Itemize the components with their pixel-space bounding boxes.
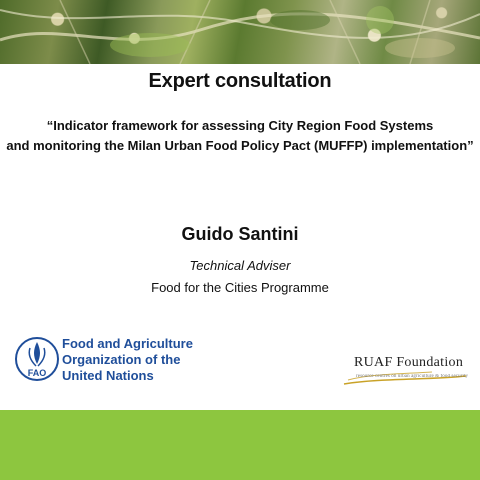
- presenter-role: Technical Adviser: [189, 258, 291, 273]
- slide-subtitle: [0, 116, 480, 156]
- footer-green-bar: [0, 410, 480, 480]
- presenter-programme: Food for the Cities Programme: [151, 280, 329, 295]
- fao-name-line-1: Food and Agriculture: [62, 336, 193, 351]
- slide-title: Expert consultation: [148, 70, 332, 92]
- fao-emblem-icon: [14, 334, 60, 384]
- subtitle-line-1: “Indicator framework for assessing City Region Food Systems: [46, 118, 434, 133]
- fao-name-line-2: Organization of the: [62, 352, 181, 367]
- svg-text:FAO: FAO: [27, 368, 47, 378]
- ruaf-name: RUAF Foundation: [354, 355, 464, 370]
- subtitle-line-2: and monitoring the Milan Urban Food Policy Pact (MUFFP) implementation”: [6, 138, 474, 153]
- fao-name: [62, 336, 202, 384]
- ruaf-tagline: resource centres on urban agriculture & food security: [356, 374, 468, 379]
- fao-name-line-3: United Nations: [62, 368, 154, 383]
- map-texture: [0, 0, 480, 64]
- header-aerial-map-image: [0, 0, 480, 64]
- presenter-name: Guido Santini: [181, 224, 299, 244]
